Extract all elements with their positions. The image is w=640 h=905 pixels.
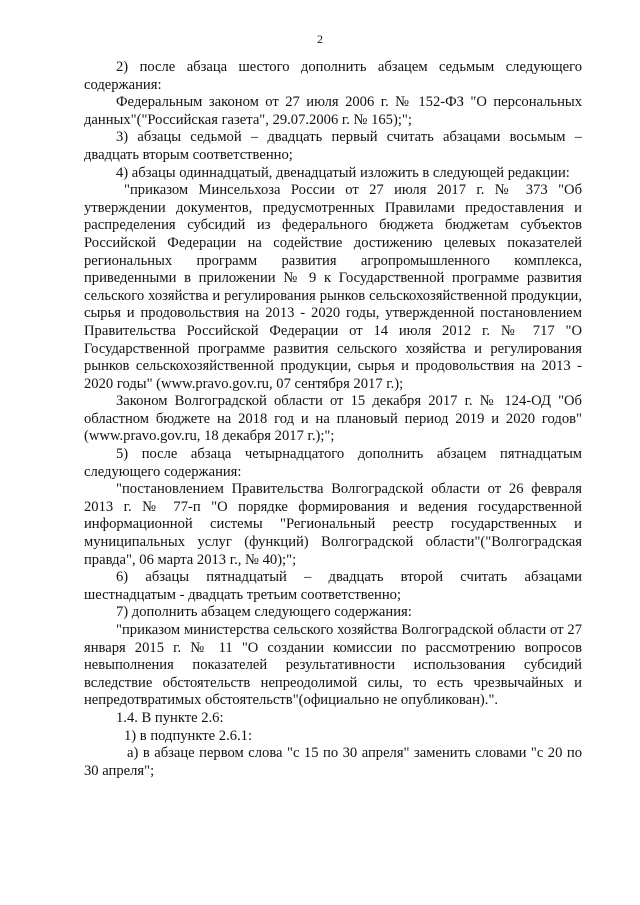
paragraph-item-5-intro: 5) после абзаца четырнадцатого дополнить абзацем пятнадцатым следующего содержания: <box>84 446 582 480</box>
page-number: 2 <box>317 32 323 46</box>
paragraph-item-4-intro: 4) абзацы одиннадцатый, двенадцатый изложить в следующей редакции: <box>116 164 570 181</box>
paragraph-order-373: "приказом Минсельхоза России от 27 июля 2017 г. № 373 "Об утверждении документов, предусмотренных Правилами предоставления и распределения субсидий из федерального бюджета бюджетам субъектов Российской Федерации на содействие достижению целевых показателей региональных программ развития агропромышленного комплекса, приведенными в приложении № 9 к Государственной программе развития сельского хозяйства и регулирования рынков сельскохозяйственной продукции, сырья и продовольствия на 2013 - 2020 годы, утвержденной постановлением Правительства Российской Федерации от 14 июля 2012 г. № 717 "О Государственной программе развития сельского хозяйства и регулирования рынков сельскохозяйственной продукции, сырья и продовольствия на 2013 - 2020 годы" (www.pravo.gov.ru, 07 сентября 2017 г.); <box>84 182 582 392</box>
document-body <box>84 59 582 780</box>
paragraph-order-11: "приказом министерства сельского хозяйства Волгоградской области от 27 января 2015 г. № 11 "О создании комиссии по рассмотрению вопросов невыполнения показателей результативности использования субсидий вследствие обстоятельств непреодолимой силы, то есть чрезвычайных и непредотвратимых обстоятельств"(официально не опубликован).". <box>84 622 582 709</box>
paragraph-item-6: 6) абзацы пятнадцатый – двадцать второй считать абзацами шестнадцатым - двадцать третьим соответственно; <box>84 569 582 603</box>
paragraph-resolution-77: "постановлением Правительства Волгоградской области от 26 февраля 2013 г. № 77-п "О порядке формирования и ведения государственной информационной системы "Региональный реестр государственных и муниципальных услуг (функций) Волгоградской области"("Волгоградская правда", 06 марта 2013 г., № 40);"; <box>84 481 582 568</box>
paragraph-subclause-2-6-1: 1) в подпункте 2.6.1: <box>124 727 253 744</box>
paragraph-item-2-intro: 2) после абзаца шестого дополнить абзацем седьмым следующего содержания: <box>84 59 582 93</box>
paragraph-federal-law-152: Федеральным законом от 27 июля 2006 г. № 152-ФЗ "О персональных данных"("Российская газета", 29.07.2006 г. № 165);"; <box>84 94 582 128</box>
paragraph-item-a: а) в абзаце первом слова "с 15 по 30 апреля" заменить словами "с 20 по 30 апреля"; <box>84 745 582 779</box>
paragraph-item-3: 3) абзацы седьмой – двадцать первый считать абзацами восьмым – двадцать вторым соответственно; <box>84 129 582 163</box>
paragraph-item-7-intro: 7) дополнить абзацем следующего содержания: <box>116 604 412 621</box>
paragraph-regional-law-124: Законом Волгоградской области от 15 декабря 2017 г. № 124-ОД "Об областном бюджете на 2018 год и на плановый период 2019 и 2020 годов" (www.pravo.gov.ru, 18 декабря 2017 г.);"; <box>84 393 582 445</box>
paragraph-clause-1-4: 1.4. В пункте 2.6: <box>116 709 224 726</box>
